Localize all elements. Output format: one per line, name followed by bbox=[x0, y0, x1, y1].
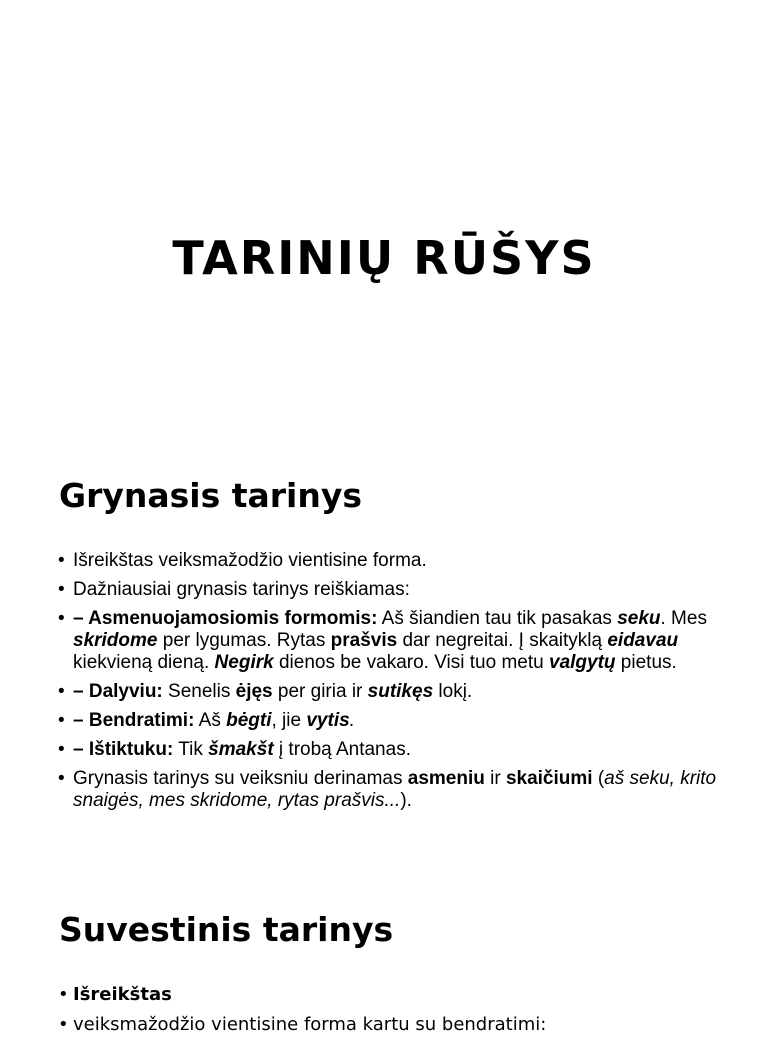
list-item bbox=[58, 550, 718, 572]
section-heading-suvestinis: Suvestinis tarinys bbox=[59, 910, 394, 949]
item-lead: Išreikštas bbox=[73, 984, 172, 1005]
example-verb: Negirk bbox=[214, 652, 274, 673]
page-title: TARINIŲ RŪŠYS bbox=[172, 231, 596, 285]
example-verb: seku bbox=[617, 608, 661, 629]
bullet-list-suvestinis bbox=[58, 983, 718, 1043]
example-verb: prašvis bbox=[330, 630, 398, 651]
item-text: ). bbox=[400, 790, 412, 811]
list-item bbox=[58, 1013, 718, 1037]
example-verb: bėgti bbox=[226, 710, 272, 731]
item-text: Dažniausiai grynasis tarinys reiškiamas: bbox=[73, 579, 410, 600]
list-item bbox=[58, 681, 718, 703]
item-lead: – Bendratimi: bbox=[73, 710, 195, 731]
item-text: . bbox=[349, 710, 355, 731]
example-verb: šmakšt bbox=[208, 739, 274, 760]
list-item bbox=[58, 608, 718, 674]
item-text: Aš bbox=[194, 710, 227, 731]
list-item bbox=[58, 739, 718, 761]
key-term: skaičiumi bbox=[505, 768, 593, 789]
item-text: Grynasis tarinys su veiksniu derinamas bbox=[73, 768, 408, 789]
item-lead: – Asmenuojamosiomis formomis: bbox=[73, 608, 378, 629]
item-text: veiksmažodžio vientisine forma kartu su bendratimi: bbox=[73, 1014, 547, 1035]
key-term: asmeniu bbox=[407, 768, 485, 789]
item-text: . Mes bbox=[660, 608, 707, 629]
example-verb: eidavau bbox=[607, 630, 679, 651]
list-item bbox=[58, 983, 718, 1007]
item-text: Aš šiandien tau tik pasakas bbox=[377, 608, 618, 629]
item-text: dar negreitai. Į skaityklą bbox=[397, 630, 608, 651]
section-heading-grynasis: Grynasis tarinys bbox=[59, 476, 362, 515]
item-text: Tik bbox=[173, 739, 209, 760]
list-item bbox=[58, 579, 718, 601]
item-text: ir bbox=[484, 768, 506, 789]
example-verb: vytis bbox=[306, 710, 350, 731]
item-lead: – Dalyviu: bbox=[73, 681, 163, 702]
example-text: aš seku, krito snaigės, mes skridome, rytas prašvis... bbox=[73, 768, 717, 811]
item-text: per giria ir bbox=[272, 681, 368, 702]
list-item bbox=[58, 710, 718, 732]
bullet-list-grynasis bbox=[58, 550, 718, 819]
item-text: pietus. bbox=[615, 652, 677, 673]
example-verb: sutikęs bbox=[367, 681, 434, 702]
item-text: dienos be vakaro. Visi tuo metu bbox=[273, 652, 549, 673]
item-text: lokį. bbox=[433, 681, 473, 702]
example-verb: skridome bbox=[73, 630, 158, 651]
item-text: Senelis bbox=[162, 681, 236, 702]
item-text: per lygumas. Rytas bbox=[157, 630, 331, 651]
item-lead: – Ištiktuku: bbox=[73, 739, 174, 760]
item-text: į trobą Antanas. bbox=[273, 739, 411, 760]
example-verb: valgytų bbox=[549, 652, 616, 673]
item-text: kiekvieną dieną. bbox=[73, 652, 215, 673]
item-text: Išreikštas veiksmažodžio vientisine forma. bbox=[73, 550, 427, 571]
example-verb: ėjęs bbox=[235, 681, 273, 702]
list-item bbox=[58, 768, 718, 812]
item-text: , jie bbox=[271, 710, 307, 731]
item-text: ( bbox=[592, 768, 605, 789]
